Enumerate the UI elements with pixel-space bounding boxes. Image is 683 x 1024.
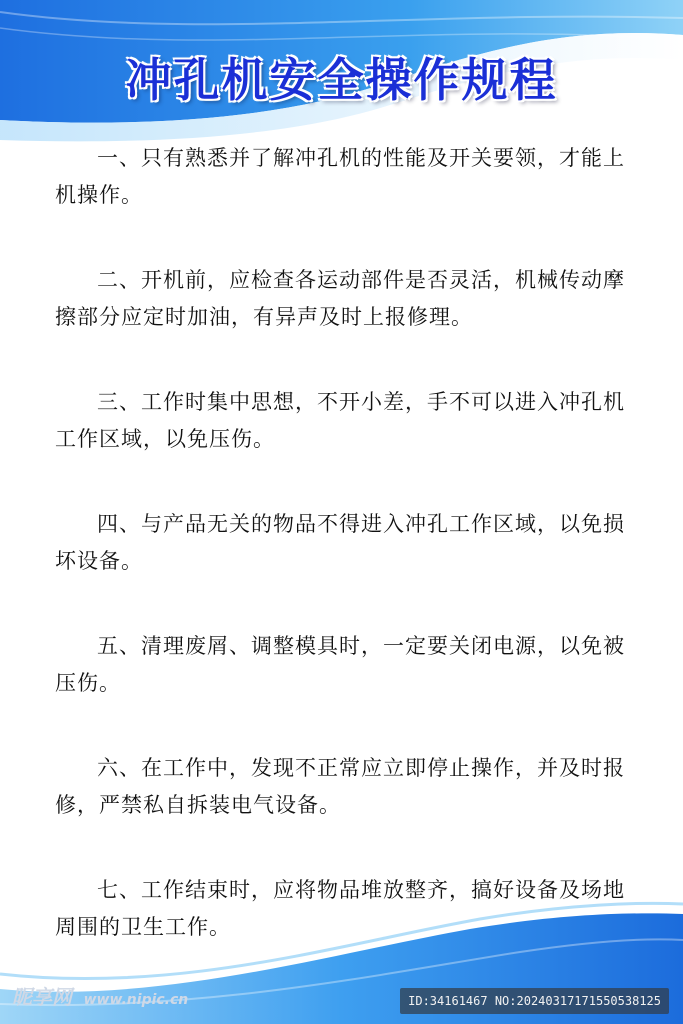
watermark [12,981,188,1010]
rules-list [55,140,645,994]
image-id-bar: ID:34161467 NO:20240317171550538125 [400,988,669,1014]
rule-item: 一、只有熟悉并了解冲孔机的性能及开关要领，才能上机操作。 [55,146,625,207]
rule-item: 二、开机前，应检查各运动部件是否灵活，机械传动摩擦部分应定时加油，有异声及时上报修理。 [55,268,625,329]
page-title: 冲孔机安全操作规程 [125,53,558,107]
watermark-brand: 昵享网 [12,985,72,1009]
rule-item: 三、工作时集中思想，不开小差，手不可以进入冲孔机工作区域，以免压伤。 [55,390,625,451]
rule-item: 七、工作结束时，应将物品堆放整齐，搞好设备及场地周围的卫生工作。 [55,878,625,939]
watermark-url: www.nipic.cn [83,992,189,1008]
rule-item: 五、清理废屑、调整模具时，一定要关闭电源，以免被压伤。 [55,634,625,695]
rule-item: 四、与产品无关的物品不得进入冲孔工作区域，以免损坏设备。 [55,512,625,573]
rule-item: 六、在工作中，发现不正常应立即停止操作，并及时报修，严禁私自拆装电气设备。 [55,756,625,817]
